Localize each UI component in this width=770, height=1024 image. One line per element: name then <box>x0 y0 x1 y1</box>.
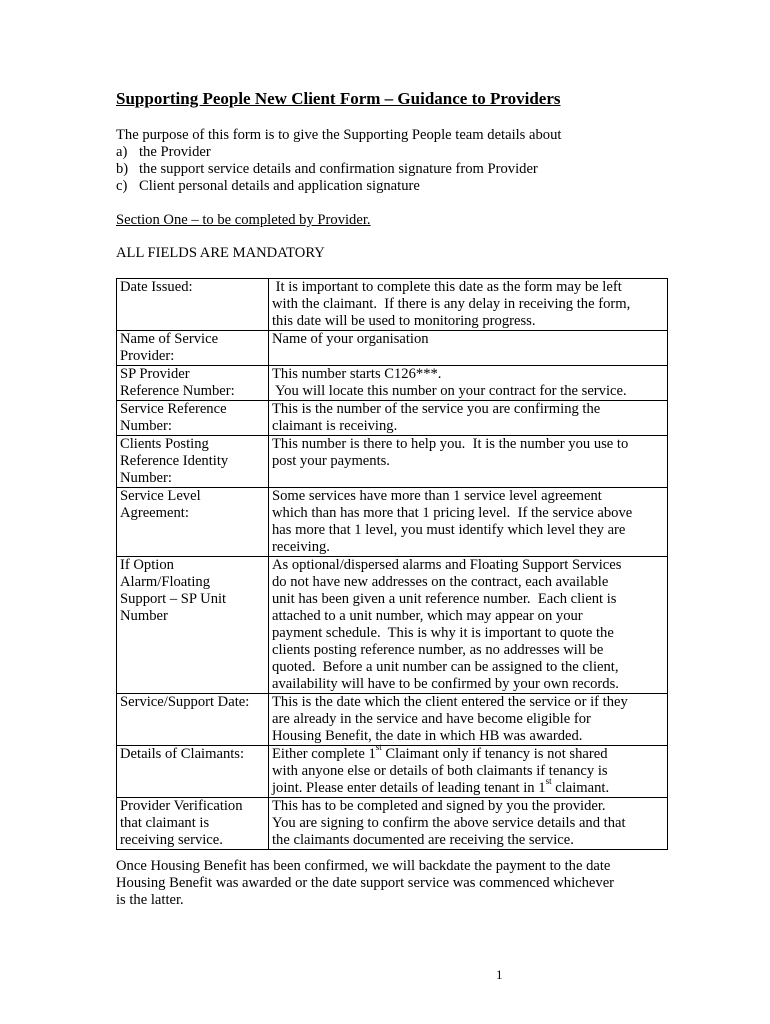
intro-block <box>116 127 662 195</box>
field-guidance <box>269 366 668 401</box>
field-label-line: receiving service. <box>120 832 223 848</box>
guidance-line: payment schedule. This is why it is important to quote the <box>272 625 614 641</box>
field-label <box>117 366 269 401</box>
table-row <box>117 436 668 488</box>
field-label-line: that claimant is <box>120 815 210 831</box>
guidance-line: with anyone else or details of both claimants if tenancy is <box>272 763 608 779</box>
guidance-line: which than has more that 1 pricing level. If the service above <box>272 505 633 521</box>
field-label-line: Provider: <box>120 348 175 364</box>
guidance-line: are already in the service and have become eligible for <box>272 711 591 727</box>
guidance-line: availability will have to be confirmed by your own records. <box>272 676 619 692</box>
table-row <box>117 279 668 331</box>
table-row <box>117 746 668 798</box>
field-label-line: Service Reference <box>120 401 227 417</box>
guidance-text: joint. Please enter details of leading tenant in 1 <box>272 780 546 796</box>
guidance-line: post your payments. <box>272 453 390 469</box>
guidance-line: It is important to complete this date as the form may be left <box>272 279 622 295</box>
table-row <box>117 798 668 850</box>
field-label-line: Reference Number: <box>120 383 235 399</box>
field-guidance <box>269 557 668 694</box>
field-label-line: Alarm/Floating <box>120 574 210 590</box>
section-heading: Section One – to be completed by Provider. <box>116 212 371 228</box>
guidance-line: with the claimant. If there is any delay in receiving the form, <box>272 296 631 312</box>
field-label-line: Service Level <box>120 488 201 504</box>
guidance-line: this date will be used to monitoring progress. <box>272 313 536 329</box>
guidance-line: As optional/dispersed alarms and Floating Support Services <box>272 557 622 573</box>
page-number: 1 <box>496 967 503 982</box>
field-label-line: Service/Support Date: <box>120 694 250 710</box>
field-label <box>117 557 269 694</box>
table-row <box>117 488 668 557</box>
guidance-line: attached to a unit number, which may appear on your <box>272 608 583 624</box>
guidance-line: claimant is receiving. <box>272 418 398 434</box>
guidance-text: Either complete 1 <box>272 746 376 762</box>
guidance-line: This is the date which the client entered the service or if they <box>272 694 628 710</box>
guidance-line: You will locate this number on your contract for the service. <box>272 383 627 399</box>
table-row <box>117 694 668 746</box>
field-label <box>117 746 269 798</box>
list-item: a) the Provider <box>116 144 211 160</box>
field-label <box>117 401 269 436</box>
table-row <box>117 331 668 366</box>
guidance-line: receiving. <box>272 539 330 555</box>
field-label-line: If Option <box>120 557 174 573</box>
field-label-line: Number: <box>120 470 172 486</box>
mandatory-notice: ALL FIELDS ARE MANDATORY <box>116 245 325 261</box>
guidance-line: do not have new addresses on the contract, each available <box>272 574 609 590</box>
ordinal-suffix: st <box>375 742 382 753</box>
field-label-line: Agreement: <box>120 505 189 521</box>
guidance-line: Housing Benefit, the date in which HB was awarded. <box>272 728 583 744</box>
field-label-line: Reference Identity <box>120 453 229 469</box>
guidance-line: You are signing to confirm the above service details and that <box>272 815 626 831</box>
table-row <box>117 366 668 401</box>
field-label-line: Clients Posting <box>120 436 209 452</box>
field-label-line: Date Issued: <box>120 279 193 295</box>
guidance-line <box>272 742 664 763</box>
field-label <box>117 488 269 557</box>
field-guidance <box>269 331 668 366</box>
table-row <box>117 401 668 436</box>
guidance-line <box>272 776 664 797</box>
ordinal-suffix: st <box>545 776 552 787</box>
field-guidance <box>269 436 668 488</box>
field-label-line: Support – SP Unit <box>120 591 227 607</box>
field-guidance <box>269 488 668 557</box>
closing-paragraph <box>116 858 662 909</box>
field-label <box>117 279 269 331</box>
field-guidance <box>269 401 668 436</box>
guidance-table <box>116 278 668 850</box>
field-label <box>117 331 269 366</box>
guidance-line: Some services have more than 1 service level agreement <box>272 488 602 504</box>
guidance-line: This has to be completed and signed by you the provider. <box>272 798 606 814</box>
guidance-line: unit has been given a unit reference number. Each client is <box>272 591 617 607</box>
field-label-line: Number <box>120 608 168 624</box>
table-row <box>117 557 668 694</box>
field-guidance <box>269 279 668 331</box>
guidance-line: Name of your organisation <box>272 331 429 347</box>
field-label-line: Name of Service <box>120 331 219 347</box>
field-label-line: Details of Claimants: <box>120 746 245 762</box>
guidance-line: This number is there to help you. It is the number you use to <box>272 436 629 452</box>
field-guidance <box>269 694 668 746</box>
guidance-line: quoted. Before a unit number can be assigned to the client, <box>272 659 619 675</box>
list-item: c) Client personal details and application signature <box>116 178 420 194</box>
guidance-line: This is the number of the service you are confirming the <box>272 401 601 417</box>
field-guidance <box>269 798 668 850</box>
field-label <box>117 798 269 850</box>
intro-text: The purpose of this form is to give the Supporting People team details about <box>116 127 562 143</box>
guidance-text: Claimant only if tenancy is not shared <box>381 746 608 762</box>
closing-line: Once Housing Benefit has been confirmed, we will backdate the payment to the date <box>116 858 611 874</box>
guidance-text: claimant. <box>551 780 610 796</box>
closing-line: Housing Benefit was awarded or the date support service was commenced whichever <box>116 875 615 891</box>
field-label-line: SP Provider <box>120 366 190 382</box>
purpose-list <box>116 144 662 195</box>
document-title: Supporting People New Client Form – Guidance to Providers <box>116 89 561 108</box>
guidance-line: This number starts C126***. <box>272 366 442 382</box>
field-label <box>117 694 269 746</box>
field-guidance <box>269 742 668 798</box>
guidance-line: the claimants documented are receiving the service. <box>272 832 574 848</box>
field-label-line: Provider Verification <box>120 798 243 814</box>
closing-line: is the latter. <box>116 892 184 908</box>
list-item: b) the support service details and confirmation signature from Provider <box>116 161 538 177</box>
field-label-line: Number: <box>120 418 172 434</box>
guidance-line: clients posting reference number, as no addresses will be <box>272 642 604 658</box>
field-label <box>117 436 269 488</box>
guidance-line: has more that 1 level, you must identify which level they are <box>272 522 626 538</box>
